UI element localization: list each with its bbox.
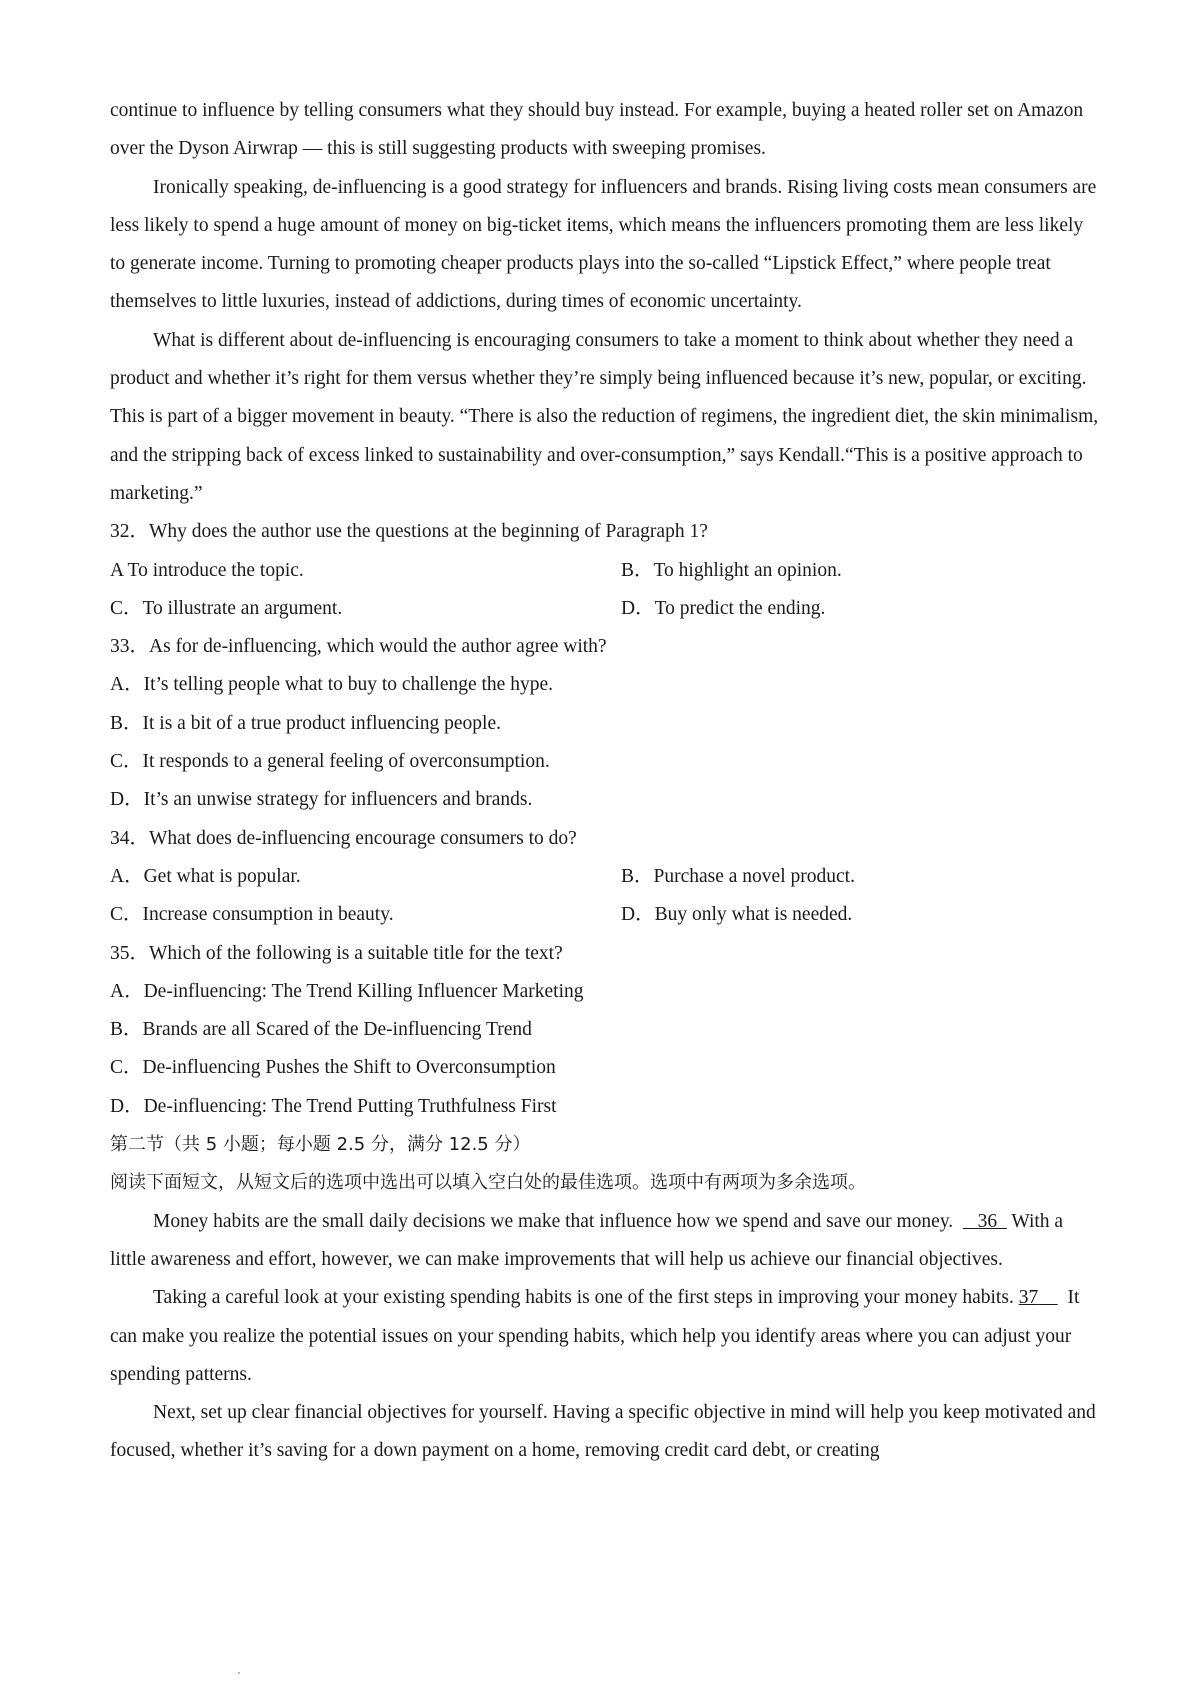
paragraph-ironically: Ironically speaking, de-influencing is a good strategy for influencers and brands. Rising living costs mean consumers are less likely to spend a huge amount of money on big-ticket items, which means the influencers promoting them are less likely to generate income. Turning to promoting cheaper products plays into the so-called “Lipstick Effect,” where people treat themselves to little luxuries, instead of addictions, during times of economic uncertainty. — [110, 176, 1097, 313]
question-34-option-c: C．Increase consumption in beauty. — [110, 904, 394, 926]
question-34-option-d: D．Buy only what is needed. — [621, 904, 853, 926]
paragraph-spending-habits — [110, 1279, 1100, 1394]
question-33-stem: 33．As for de-influencing, which would the author agree with? — [110, 636, 607, 658]
question-34-option-a: A．Get what is popular. — [110, 865, 301, 887]
question-34-option-b: B．Purchase a novel product. — [621, 865, 855, 887]
blank-36 — [963, 1211, 1007, 1232]
question-33-option-c: C．It responds to a general feeling of overconsumption. — [110, 751, 550, 773]
paragraph-spending-habits-text: Taking a careful look at your existing spending habits is one of the first steps in improving your money habits. — [153, 1287, 1014, 1309]
section-2-heading: 第二节（共 5 小题；每小题 2.5 分，满分 12.5 分） — [110, 1134, 531, 1156]
question-32-options-row2 — [110, 590, 1100, 628]
question-35-option-c: C．De-influencing Pushes the Shift to Overconsumption — [110, 1057, 556, 1079]
blank-37 — [1019, 1287, 1058, 1308]
page-mark — [238, 1672, 240, 1674]
question-32-option-d: D．To predict the ending. — [621, 597, 826, 619]
question-34-options-row1 — [110, 858, 1100, 896]
question-35-option-a: A．De-influencing: The Trend Killing Influencer Marketing — [110, 980, 584, 1002]
paragraph-spending-habits-rest: It can make you realize the potential issues on your spending habits, which help you identify areas where you can adjust your spending patterns. — [110, 1287, 1080, 1385]
blank-37-number: 37 — [1018, 1287, 1039, 1309]
section-2-instruction: 阅读下面短文，从短文后的选项中选出可以填入空白处的最佳选项。选项中有两项为多余选项。 — [110, 1172, 866, 1194]
blank-36-number: 36 — [977, 1210, 998, 1232]
question-33-option-b: B．It is a bit of a true product influencing people. — [110, 712, 501, 734]
question-34-options-row2 — [110, 896, 1100, 934]
question-32-option-a: A To introduce the topic. — [110, 559, 304, 581]
question-32-option-b: B．To highlight an opinion. — [621, 559, 842, 581]
paragraph-continue: continue to influence by telling consumers what they should buy instead. For example, buying a heated roller set on Amazon over the Dyson Airwrap — this is still suggesting products with sweeping promises. — [110, 100, 1084, 160]
question-33-option-d: D．It’s an unwise strategy for influencers and brands. — [110, 789, 533, 811]
question-35-option-d: D．De-influencing: The Trend Putting Truthfulness First — [110, 1095, 557, 1117]
paragraph-objectives: Next, set up clear financial objectives for yourself. Having a specific objective in mind will help you keep motivated and focused, whether it’s saving for a down payment on a home, removing credit card debt, or creating — [110, 1402, 1096, 1462]
question-32-options-row1 — [110, 552, 1100, 590]
question-33-option-a: A．It’s telling people what to buy to challenge the hype. — [110, 674, 553, 696]
question-32-option-c: C．To illustrate an argument. — [110, 597, 343, 619]
question-34-stem: 34．What does de-influencing encourage consumers to do? — [110, 827, 577, 849]
paragraph-money-habits-rest: With a little awareness and effort, however, we can make improvements that will help us achieve our financial objectives. — [110, 1210, 1064, 1270]
paragraph-money-habits-text: Money habits are the small daily decisions we make that influence how we spend and save our money. — [153, 1210, 954, 1232]
question-35-option-b: B．Brands are all Scared of the De-influencing Trend — [110, 1019, 532, 1041]
paragraph-different: What is different about de-influencing is encouraging consumers to take a moment to think about whether they need a product and whether it’s right for them versus whether they’re simply being influenced because it’s new, popular, or exciting. This is part of a bigger movement in beauty. “There is also the reduction of regimens, the ingredient diet, the skin minimalism, and the stripping back of excess linked to sustainability and over-consumption,” says Kendall.“This is a positive approach to marketing.” — [110, 329, 1099, 504]
paragraph-money-habits — [110, 1203, 1100, 1280]
question-35-stem: 35．Which of the following is a suitable title for the text? — [110, 942, 563, 964]
question-32-stem: 32．Why does the author use the questions at the beginning of Paragraph 1? — [110, 521, 708, 543]
